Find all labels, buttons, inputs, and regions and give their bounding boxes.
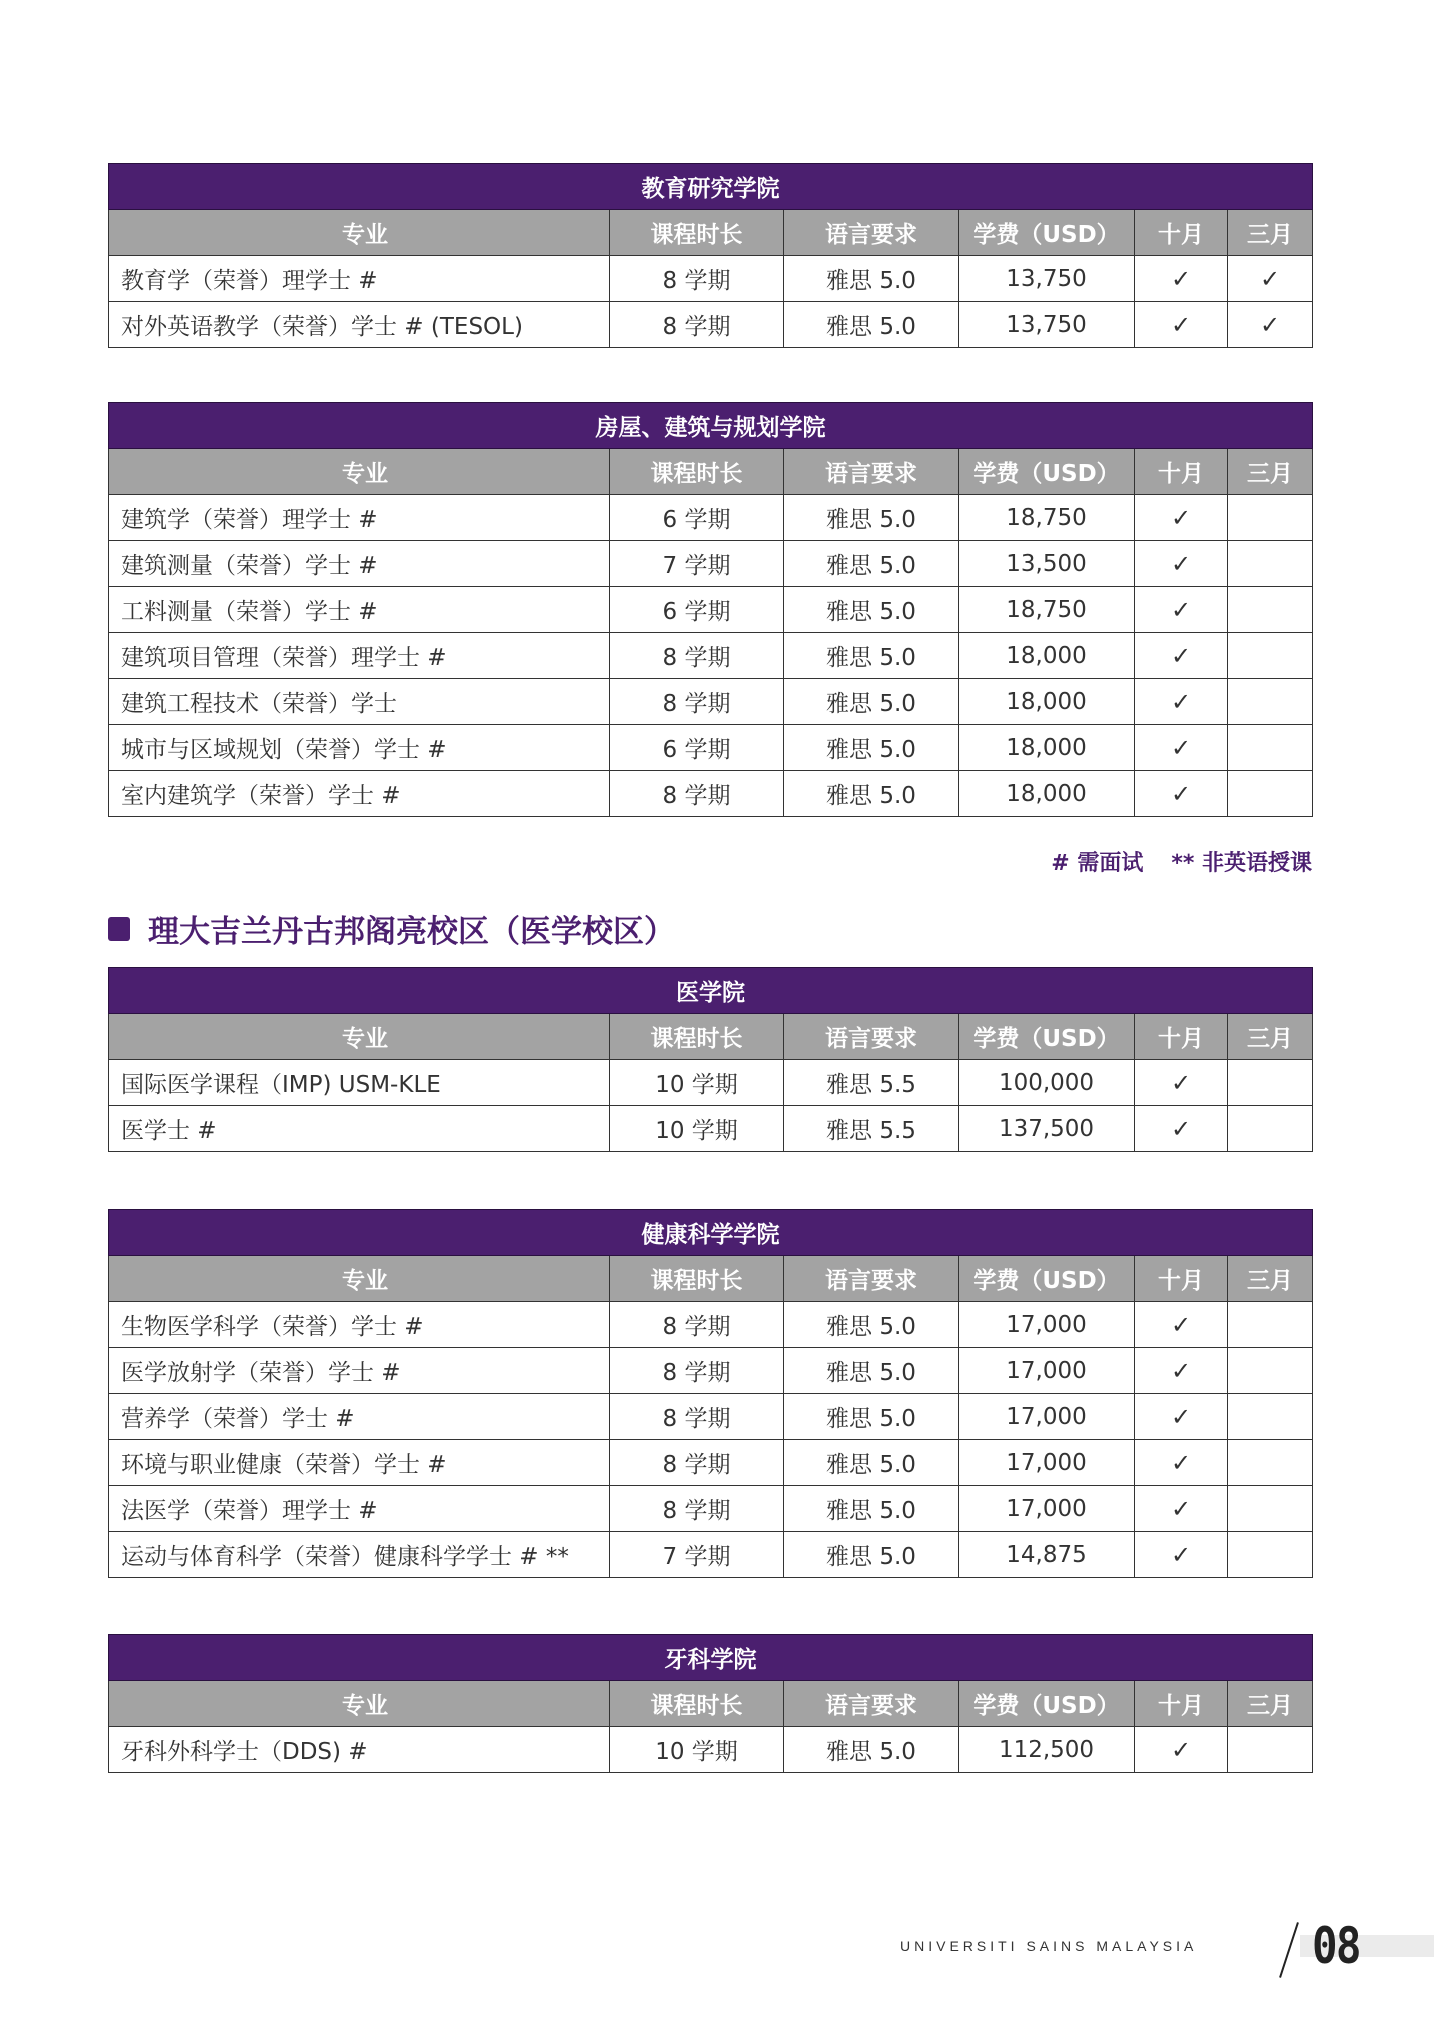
column-header: 学费（USD） bbox=[959, 449, 1135, 495]
tuition-fee: 18,750 bbox=[959, 587, 1135, 633]
program-name: 工料测量（荣誉）学士 # bbox=[109, 587, 610, 633]
column-header: 十月 bbox=[1135, 1014, 1228, 1060]
march-intake bbox=[1228, 1532, 1313, 1578]
duration: 6 学期 bbox=[610, 587, 784, 633]
checkmark-icon: ✓ bbox=[1170, 310, 1192, 339]
october-intake bbox=[1135, 1348, 1228, 1394]
language-requirement: 雅思 5.0 bbox=[784, 541, 959, 587]
campus-heading bbox=[108, 906, 675, 951]
checkmark-icon: ✓ bbox=[1170, 779, 1192, 808]
program-name: 建筑项目管理（荣誉）理学士 # bbox=[109, 633, 610, 679]
table-row bbox=[109, 587, 1313, 633]
column-header: 十月 bbox=[1135, 210, 1228, 256]
column-header: 三月 bbox=[1228, 1256, 1313, 1302]
duration: 8 学期 bbox=[610, 302, 784, 348]
tuition-fee: 17,000 bbox=[959, 1394, 1135, 1440]
checkmark-icon: ✓ bbox=[1170, 264, 1192, 293]
program-name: 营养学（荣誉）学士 # bbox=[109, 1394, 610, 1440]
checkmark-icon: ✓ bbox=[1170, 1310, 1192, 1339]
table-header-row bbox=[109, 210, 1313, 256]
column-header: 课程时长 bbox=[610, 449, 784, 495]
table-row bbox=[109, 633, 1313, 679]
table-row bbox=[109, 771, 1313, 817]
language-requirement: 雅思 5.5 bbox=[784, 1060, 959, 1106]
march-intake bbox=[1228, 1106, 1313, 1152]
march-intake bbox=[1228, 633, 1313, 679]
march-intake bbox=[1228, 587, 1313, 633]
language-requirement: 雅思 5.0 bbox=[784, 587, 959, 633]
column-header: 语言要求 bbox=[784, 1681, 959, 1727]
checkmark-icon: ✓ bbox=[1170, 1068, 1192, 1097]
duration: 6 学期 bbox=[610, 495, 784, 541]
column-header: 十月 bbox=[1135, 1681, 1228, 1727]
table-row bbox=[109, 495, 1313, 541]
column-header: 专业 bbox=[109, 1681, 610, 1727]
footnote bbox=[1051, 846, 1312, 877]
table-row bbox=[109, 1060, 1313, 1106]
column-header: 三月 bbox=[1228, 1014, 1313, 1060]
column-header: 专业 bbox=[109, 449, 610, 495]
program-name: 建筑工程技术（荣誉）学士 bbox=[109, 679, 610, 725]
october-intake bbox=[1135, 302, 1228, 348]
october-intake bbox=[1135, 1060, 1228, 1106]
column-header: 语言要求 bbox=[784, 449, 959, 495]
duration: 6 学期 bbox=[610, 725, 784, 771]
faculty-title: 牙科学院 bbox=[109, 1635, 1313, 1681]
footer-university: UNIVERSITI SAINS MALAYSIA bbox=[900, 1938, 1198, 1954]
language-requirement: 雅思 5.0 bbox=[784, 1532, 959, 1578]
table-title-row bbox=[109, 1635, 1313, 1681]
table-header-row bbox=[109, 449, 1313, 495]
table-title-row bbox=[109, 164, 1313, 210]
duration: 8 学期 bbox=[610, 1486, 784, 1532]
table-row bbox=[109, 1440, 1313, 1486]
table-title-row bbox=[109, 403, 1313, 449]
column-header: 学费（USD） bbox=[959, 1014, 1135, 1060]
column-header: 三月 bbox=[1228, 210, 1313, 256]
october-intake bbox=[1135, 256, 1228, 302]
language-requirement: 雅思 5.0 bbox=[784, 302, 959, 348]
language-requirement: 雅思 5.0 bbox=[784, 1727, 959, 1773]
checkmark-icon: ✓ bbox=[1170, 641, 1192, 670]
duration: 10 学期 bbox=[610, 1060, 784, 1106]
duration: 8 学期 bbox=[610, 1440, 784, 1486]
column-header: 语言要求 bbox=[784, 1256, 959, 1302]
faculty-table bbox=[108, 402, 1313, 817]
language-requirement: 雅思 5.0 bbox=[784, 1302, 959, 1348]
program-name: 教育学（荣誉）理学士 # bbox=[109, 256, 610, 302]
checkmark-icon: ✓ bbox=[1170, 1114, 1192, 1143]
march-intake bbox=[1228, 725, 1313, 771]
program-name: 生物医学科学（荣誉）学士 # bbox=[109, 1302, 610, 1348]
tuition-fee: 14,875 bbox=[959, 1532, 1135, 1578]
checkmark-icon: ✓ bbox=[1170, 1735, 1192, 1764]
faculty-table bbox=[108, 1634, 1313, 1773]
table-row bbox=[109, 725, 1313, 771]
march-intake bbox=[1228, 1348, 1313, 1394]
march-intake bbox=[1228, 541, 1313, 587]
table-row bbox=[109, 541, 1313, 587]
march-intake bbox=[1228, 1486, 1313, 1532]
note-non-english: ** 非英语授课 bbox=[1171, 851, 1312, 876]
checkmark-icon: ✓ bbox=[1170, 1402, 1192, 1431]
checkmark-icon: ✓ bbox=[1170, 687, 1192, 716]
table-row bbox=[109, 302, 1313, 348]
march-intake bbox=[1228, 1440, 1313, 1486]
program-name: 医学放射学（荣誉）学士 # bbox=[109, 1348, 610, 1394]
october-intake bbox=[1135, 495, 1228, 541]
language-requirement: 雅思 5.0 bbox=[784, 1440, 959, 1486]
program-name: 建筑学（荣誉）理学士 # bbox=[109, 495, 610, 541]
march-intake bbox=[1228, 302, 1313, 348]
column-header: 三月 bbox=[1228, 449, 1313, 495]
tuition-fee: 137,500 bbox=[959, 1106, 1135, 1152]
october-intake bbox=[1135, 1532, 1228, 1578]
checkmark-icon: ✓ bbox=[1170, 733, 1192, 762]
page-number: 08 bbox=[1312, 1917, 1360, 1975]
march-intake bbox=[1228, 1394, 1313, 1440]
column-header: 学费（USD） bbox=[959, 1256, 1135, 1302]
tuition-fee: 18,000 bbox=[959, 771, 1135, 817]
program-name: 城市与区域规划（荣誉）学士 # bbox=[109, 725, 610, 771]
language-requirement: 雅思 5.0 bbox=[784, 1394, 959, 1440]
program-name: 医学士 # bbox=[109, 1106, 610, 1152]
october-intake bbox=[1135, 771, 1228, 817]
program-name: 环境与职业健康（荣誉）学士 # bbox=[109, 1440, 610, 1486]
october-intake bbox=[1135, 679, 1228, 725]
table-header-row bbox=[109, 1014, 1313, 1060]
duration: 8 学期 bbox=[610, 1348, 784, 1394]
program-name: 运动与体育科学（荣誉）健康科学学士 # ** bbox=[109, 1532, 610, 1578]
tuition-fee: 13,500 bbox=[959, 541, 1135, 587]
language-requirement: 雅思 5.0 bbox=[784, 256, 959, 302]
duration: 8 学期 bbox=[610, 771, 784, 817]
october-intake bbox=[1135, 725, 1228, 771]
checkmark-icon: ✓ bbox=[1170, 1540, 1192, 1569]
column-header: 课程时长 bbox=[610, 1014, 784, 1060]
march-intake bbox=[1228, 256, 1313, 302]
language-requirement: 雅思 5.0 bbox=[784, 725, 959, 771]
language-requirement: 雅思 5.0 bbox=[784, 771, 959, 817]
table-row bbox=[109, 1302, 1313, 1348]
faculty-table bbox=[108, 163, 1313, 348]
tuition-fee: 112,500 bbox=[959, 1727, 1135, 1773]
column-header: 专业 bbox=[109, 210, 610, 256]
table-row bbox=[109, 1486, 1313, 1532]
tuition-fee: 18,000 bbox=[959, 679, 1135, 725]
march-intake bbox=[1228, 1727, 1313, 1773]
program-name: 建筑测量（荣誉）学士 # bbox=[109, 541, 610, 587]
column-header: 课程时长 bbox=[610, 210, 784, 256]
language-requirement: 雅思 5.0 bbox=[784, 1348, 959, 1394]
checkmark-icon: ✓ bbox=[1170, 1448, 1192, 1477]
checkmark-icon: ✓ bbox=[1170, 549, 1192, 578]
column-header: 十月 bbox=[1135, 449, 1228, 495]
page-footer bbox=[900, 1917, 1434, 1975]
program-name: 对外英语教学（荣誉）学士 # (TESOL) bbox=[109, 302, 610, 348]
table-row bbox=[109, 256, 1313, 302]
october-intake bbox=[1135, 633, 1228, 679]
language-requirement: 雅思 5.0 bbox=[784, 495, 959, 541]
faculty-title: 房屋、建筑与规划学院 bbox=[109, 403, 1313, 449]
duration: 10 学期 bbox=[610, 1106, 784, 1152]
table-row bbox=[109, 1727, 1313, 1773]
program-name: 牙科外科学士（DDS) # bbox=[109, 1727, 610, 1773]
checkmark-icon: ✓ bbox=[1170, 1356, 1192, 1385]
march-intake bbox=[1228, 771, 1313, 817]
language-requirement: 雅思 5.0 bbox=[784, 679, 959, 725]
faculty-title: 医学院 bbox=[109, 968, 1313, 1014]
faculty-title: 教育研究学院 bbox=[109, 164, 1313, 210]
october-intake bbox=[1135, 1440, 1228, 1486]
tuition-fee: 13,750 bbox=[959, 256, 1135, 302]
march-intake bbox=[1228, 679, 1313, 725]
program-name: 法医学（荣誉）理学士 # bbox=[109, 1486, 610, 1532]
march-intake bbox=[1228, 1060, 1313, 1106]
march-intake bbox=[1228, 495, 1313, 541]
footer-slash bbox=[1279, 1922, 1299, 1978]
table-header-row bbox=[109, 1256, 1313, 1302]
checkmark-icon: ✓ bbox=[1170, 503, 1192, 532]
october-intake bbox=[1135, 1106, 1228, 1152]
tuition-fee: 18,750 bbox=[959, 495, 1135, 541]
table-row bbox=[109, 1348, 1313, 1394]
program-name: 国际医学课程（IMP) USM-KLE bbox=[109, 1060, 610, 1106]
column-header: 课程时长 bbox=[610, 1256, 784, 1302]
checkmark-icon: ✓ bbox=[1259, 264, 1281, 293]
checkmark-icon: ✓ bbox=[1170, 595, 1192, 624]
column-header: 专业 bbox=[109, 1256, 610, 1302]
table-title-row bbox=[109, 1210, 1313, 1256]
table-row bbox=[109, 1106, 1313, 1152]
language-requirement: 雅思 5.5 bbox=[784, 1106, 959, 1152]
october-intake bbox=[1135, 1394, 1228, 1440]
duration: 8 学期 bbox=[610, 679, 784, 725]
table-title-row bbox=[109, 968, 1313, 1014]
faculty-title: 健康科学学院 bbox=[109, 1210, 1313, 1256]
bullet-square-icon bbox=[108, 917, 130, 941]
table-row bbox=[109, 1394, 1313, 1440]
column-header: 课程时长 bbox=[610, 1681, 784, 1727]
column-header: 专业 bbox=[109, 1014, 610, 1060]
checkmark-icon: ✓ bbox=[1259, 310, 1281, 339]
column-header: 十月 bbox=[1135, 1256, 1228, 1302]
tuition-fee: 18,000 bbox=[959, 633, 1135, 679]
column-header: 学费（USD） bbox=[959, 1681, 1135, 1727]
tuition-fee: 100,000 bbox=[959, 1060, 1135, 1106]
program-name: 室内建筑学（荣誉）学士 # bbox=[109, 771, 610, 817]
october-intake bbox=[1135, 541, 1228, 587]
tuition-fee: 17,000 bbox=[959, 1302, 1135, 1348]
campus-heading-text: 理大吉兰丹古邦阁亮校区（医学校区） bbox=[148, 914, 675, 950]
column-header: 语言要求 bbox=[784, 210, 959, 256]
column-header: 语言要求 bbox=[784, 1014, 959, 1060]
duration: 8 学期 bbox=[610, 1394, 784, 1440]
column-header: 三月 bbox=[1228, 1681, 1313, 1727]
tuition-fee: 17,000 bbox=[959, 1486, 1135, 1532]
language-requirement: 雅思 5.0 bbox=[784, 1486, 959, 1532]
faculty-table bbox=[108, 967, 1313, 1152]
tuition-fee: 17,000 bbox=[959, 1348, 1135, 1394]
october-intake bbox=[1135, 587, 1228, 633]
tuition-fee: 13,750 bbox=[959, 302, 1135, 348]
table-header-row bbox=[109, 1681, 1313, 1727]
language-requirement: 雅思 5.0 bbox=[784, 633, 959, 679]
faculty-table bbox=[108, 1209, 1313, 1578]
march-intake bbox=[1228, 1302, 1313, 1348]
october-intake bbox=[1135, 1302, 1228, 1348]
duration: 8 学期 bbox=[610, 256, 784, 302]
duration: 8 学期 bbox=[610, 633, 784, 679]
tuition-fee: 17,000 bbox=[959, 1440, 1135, 1486]
duration: 8 学期 bbox=[610, 1302, 784, 1348]
duration: 7 学期 bbox=[610, 1532, 784, 1578]
duration: 10 学期 bbox=[610, 1727, 784, 1773]
october-intake bbox=[1135, 1486, 1228, 1532]
table-row bbox=[109, 679, 1313, 725]
tuition-fee: 18,000 bbox=[959, 725, 1135, 771]
duration: 7 学期 bbox=[610, 541, 784, 587]
checkmark-icon: ✓ bbox=[1170, 1494, 1192, 1523]
table-row bbox=[109, 1532, 1313, 1578]
note-interview: # 需面试 bbox=[1051, 851, 1144, 876]
column-header: 学费（USD） bbox=[959, 210, 1135, 256]
october-intake bbox=[1135, 1727, 1228, 1773]
